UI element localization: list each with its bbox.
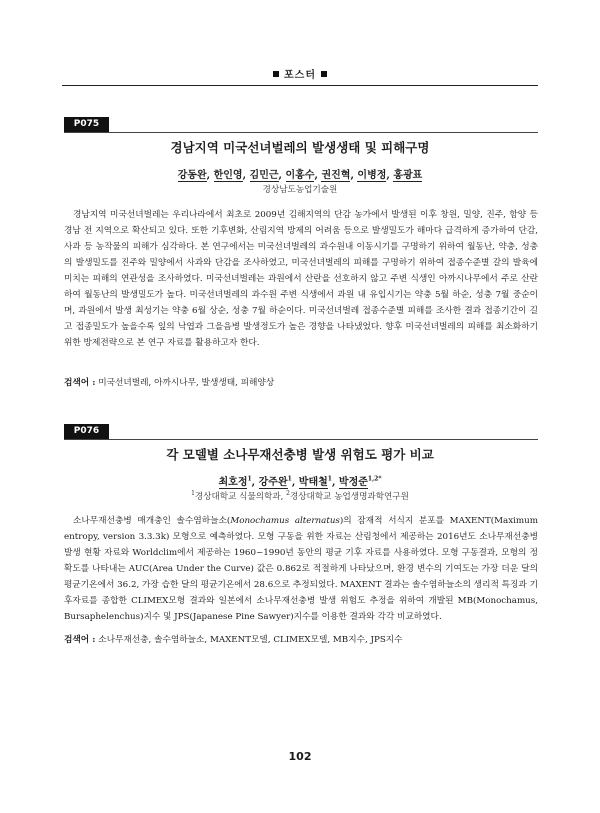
author-name: 한인영 [213,170,243,181]
author-name: 이병정 [357,170,387,181]
author-name: 김민근 [249,170,279,181]
affiliation-sup: 2 [286,490,290,498]
author-name: 권진혁 [321,170,351,181]
abstract-title: 경남지역 미국선녀벌레의 발생생태 및 피해구명 [170,140,430,155]
keywords-label: 검색어 : [64,635,96,645]
author-name: 강주완 [258,477,288,488]
author-name: 박정준 [338,477,368,488]
affiliation: $^1$경상대학교 식물의학과, $^2$경상대학교 농업생명과학연구원 [191,490,409,502]
author-name: 최호정 [218,477,248,488]
author-name: 홍광표 [393,170,423,181]
abstract-body [64,513,538,625]
species-name: Monochamus alternatus [230,516,340,526]
abstract-rule [64,132,538,133]
abstract-body-text: 소나무재선충병 매개충인 솔수염하늘소( [73,516,231,526]
author-name: 강동완 [177,170,207,181]
abstract-body: 경남지역 미국선녀벌레는 우리나라에서 최초로 2009년 김해지역의 단감 농가에서 발생된 이후 창원, 밀양, 진주, 함양 등 경남 전 지역으로 확산되고 있다. 또한 기후변화, 산림지역 방제의 어려움 등으로 발생밀도가 해마다 급격하게 증가하여 단감, 사과 등 농작물의 피해가 심각하다. 본 연구에서는 미국선녀벌레의 과수원내 이동시기를 구명하기 위하여 월동난, 약충, 성충의 발생밀도를 진주와 밀양에서 사과와 단감을 조사하였고, 미국선녀벌레의 피해를 구명하기 위하여 접종수준별 갈의 발육에 미치는 피해의 연관성을 조사하였다. 미국선녀벌레는 과원에서 산란을 선호하지 않고 주변 식생인 아까시나무에서 주로 산란하여 월동난의 발생밀도가 높다. 미국선녀벌레의 과수원 주변 식생에서 과원 내 유입시기는 약충 5월 하순, 성충 7월 중순이며, 과원에서 발생 최성기는 약충 6월 상순, 성충 7월 하순이다. 미국선녀벌레 접종수준별 피해를 조사한 결과 접종기간이 길고 접종밀도가 높을수록 잎의 낙엽과 그을음병 발생정도가 높은 경향을 나타냈었다. 향후 미국선녀벌레의 피해를 최소화하기 위한 방제전략으로 본 연구 자료를 활용하고자 한다. [64,210,538,348]
abstract-body-text: )의 잠재적 서식지 분포를 MAXENT(Maximum entropy, version 3.3.3k) 모형으로 예측하였다. 모형 구동을 위한 자료는 산림청에서 제공하는 2016년도 소나무재선충병 발생 현황 자료와 Worldclim에서 제공하는 1960~1990년 동안의 평균 기후 자료를 사용하였다. 모형 구동결과, 모형의 정확도를 나타내는 AUC(Area Under the Curve) 값은 0.862로 적절하게 나타났으며, 환경 변수의 기여도는 가장 더운 달의 평균기온에서 36.2, 가장 습한 달의 평균기온에서 28.6으로 추정되었다. MAXENT 결과는 솔수염하늘소의 생리적 특징과 기후자료를 종합한 CLIMEX모형 결과와 일본에서 소나무재선충병 발생 위험도 추정을 위하여 개발된 MB(Monochamus, Bursaphelenchus)지수 및 JPS(Japanese Pine Sawyer)지수를 이용한 결과와 각각 비교하였다. [64,516,538,622]
abstract-code: P075 [64,117,109,132]
section-header [0,66,600,81]
keywords-text: 소나무재선충, 솔수염하늘소, MAXENT모델, CLIMEX모델, MB지수, JPS지수 [98,635,403,645]
abstract-code: P076 [64,424,109,439]
author-sup: 1 [327,475,332,483]
abstract-rule [64,439,538,440]
keywords [64,633,538,645]
page-number: 102 [288,750,312,763]
affiliation-sup: 1 [191,490,195,498]
author-sup: 1 [287,475,292,483]
author-name: 박태철 [298,477,328,488]
abstract-title: 각 모델별 소나무재선충병 발생 위험도 평가 비교 [166,447,434,462]
section-title: 포스터 [284,70,316,81]
keywords-label: 검색어 : [64,378,96,388]
affiliation: 경상남도농업기술원 [262,185,338,195]
author-name: 이홍수 [285,170,315,181]
author-list: 최호정$^1$, 강주완$^1$, 박태철$^1$, 박정준$^{1,2*}$ [218,475,382,488]
author-sup: 1,2* [367,475,382,483]
author-sup: 1 [247,475,252,483]
square-bullet-icon [321,71,327,77]
keywords [64,376,538,388]
square-bullet-icon [273,71,279,77]
header-rule [62,85,538,86]
author-list: 강동완, 한인영, 김민근, 이홍수, 권진혁, 이병정, 홍광표 [177,170,423,181]
keywords-text: 미국선녀벌레, 아까시나무, 발생생태, 피해양상 [98,378,275,388]
affiliation-text: 경상대학교 식물의학과 [194,492,281,502]
affiliation-text: 경상대학교 농업생명과학연구원 [289,492,409,502]
